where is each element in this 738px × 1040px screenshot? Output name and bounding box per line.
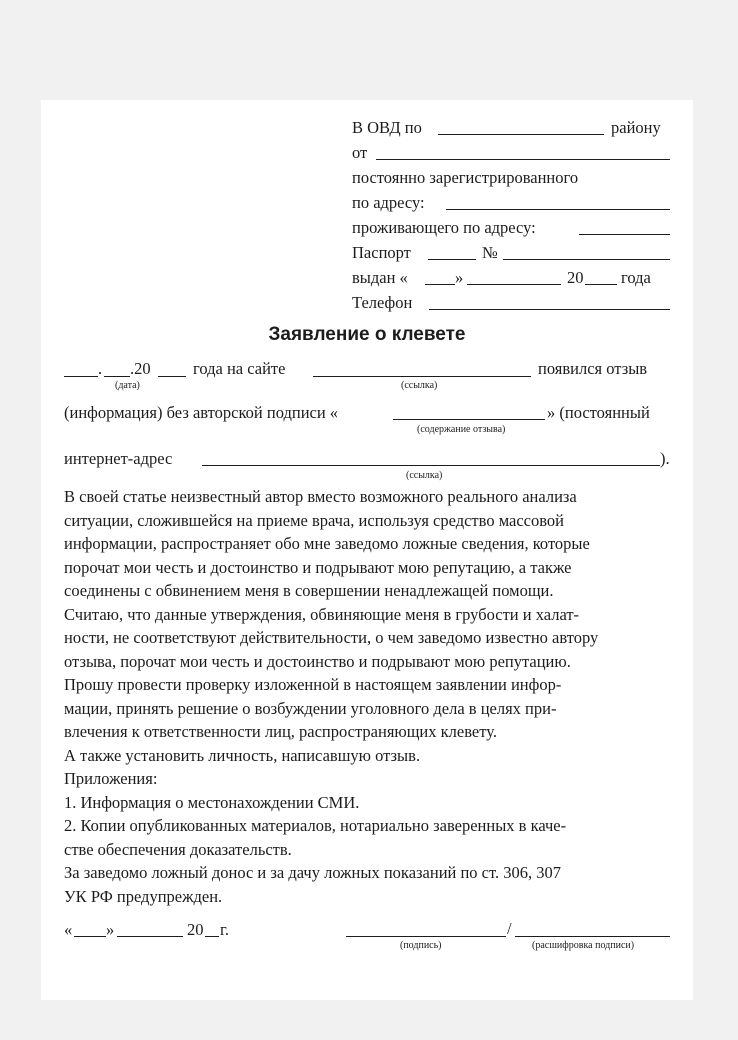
date-year-prefix: .20 bbox=[130, 359, 151, 378]
day-blank bbox=[64, 376, 98, 377]
header-year-word: года bbox=[621, 268, 651, 287]
caption-signature-decoding: (расшифровка подписи) bbox=[532, 940, 635, 951]
header-registered: постоянно зарегистрированного bbox=[352, 168, 579, 187]
passport-number-blank bbox=[503, 259, 670, 260]
caption-link-2: (ссылка) bbox=[406, 470, 443, 481]
body-line: отзыва, порочат мои честь и достоинство и подрывают мою репутацию. bbox=[64, 651, 571, 671]
header-address-label: по адресу: bbox=[352, 193, 425, 212]
signature-decoding-blank bbox=[515, 936, 670, 937]
from-blank bbox=[376, 159, 670, 160]
issued-day-blank bbox=[425, 284, 455, 285]
footer-year-blank bbox=[205, 936, 219, 937]
year-blank bbox=[158, 376, 186, 377]
site-link-blank bbox=[313, 376, 531, 377]
body-line: Считаю, что данные утверждения, обвиняющие меня в грубости и халат- bbox=[64, 604, 580, 624]
caption-signature: (подпись) bbox=[400, 940, 442, 951]
header-passport-label: Паспорт bbox=[352, 243, 411, 262]
info-line-right: » (постоянный bbox=[547, 403, 650, 422]
caption-date: (дата) bbox=[115, 380, 140, 391]
body-line: порочат мои честь и достоинство и подрывают мою репутацию, а также bbox=[64, 557, 572, 577]
internet-address-close: ). bbox=[660, 449, 670, 468]
footer-date-close: » bbox=[106, 920, 115, 939]
header-issued-label: выдан « bbox=[352, 268, 408, 287]
body-line: 1. Информация о местонахождении СМИ. bbox=[64, 792, 360, 812]
appeared-review-text: появился отзыв bbox=[538, 359, 648, 378]
footer-slash: / bbox=[507, 919, 512, 938]
document-page bbox=[41, 100, 693, 1000]
body-line: 2. Копии опубликованных материалов, нотариально заверенных в каче- bbox=[64, 816, 567, 835]
info-line-left: (информация) без авторской подписи « bbox=[64, 403, 339, 422]
body-line: соединены с обвинением меня в совершении ненадлежащей помощи. bbox=[64, 581, 554, 600]
date-tail-text: года на сайте bbox=[193, 359, 286, 378]
issued-month-blank bbox=[467, 284, 561, 285]
body-line: мации, принять решение о возбуждении уголовного дела в целях при- bbox=[64, 698, 557, 718]
header-issued-year: 20 bbox=[567, 268, 584, 287]
date-dot: . bbox=[98, 359, 103, 378]
body-line: ситуации, сложившейся на приеме врача, используя средство массовой bbox=[64, 510, 565, 530]
body-line: влечения к ответственности лиц, распространяющих клевету. bbox=[64, 722, 497, 741]
body-line: За заведомо ложный донос и за дачу ложных показаний по ст. 306, 307 bbox=[64, 863, 561, 882]
footer-day-blank bbox=[74, 936, 106, 937]
body-line: Прошу провести проверку изложенной в настоящем заявлении инфор- bbox=[64, 675, 562, 694]
body-line: А также установить личность, написавшую отзыв. bbox=[64, 745, 421, 765]
month-blank bbox=[104, 376, 130, 377]
header-number-sign: № bbox=[482, 243, 498, 262]
body-line: стве обеспечения доказательств. bbox=[64, 839, 292, 859]
header-issued-quote: » bbox=[455, 268, 464, 287]
footer-month-blank bbox=[117, 936, 183, 937]
caption-link: (ссылка) bbox=[401, 380, 438, 391]
passport-series-blank bbox=[428, 259, 476, 260]
body-line: В своей статье неизвестный автор вместо возможного реального анализа bbox=[64, 487, 577, 506]
district-blank bbox=[438, 134, 604, 135]
internet-address-blank bbox=[202, 465, 660, 466]
body-line: ности, не соответствуют действительности, о чем заведомо известно автору bbox=[64, 628, 599, 647]
footer-date-open: « bbox=[64, 920, 73, 939]
header-ovd-label: В ОВД по bbox=[352, 118, 422, 137]
residing-blank bbox=[579, 234, 670, 235]
body-line: Приложения: bbox=[64, 769, 158, 788]
header-phone-label: Телефон bbox=[352, 293, 413, 312]
document-title: Заявление о клевете bbox=[268, 324, 466, 345]
caption-review-content: (содержание отзыва) bbox=[417, 424, 506, 435]
signature-blank bbox=[346, 936, 506, 937]
review-content-blank bbox=[393, 419, 545, 420]
issued-year-blank bbox=[585, 284, 617, 285]
body-line: УК РФ предупрежден. bbox=[64, 886, 223, 906]
header-from-label: от bbox=[352, 143, 368, 162]
internet-address-label: интернет-адрес bbox=[64, 449, 173, 468]
body-line: информации, распространяет обо мне заведомо ложные сведения, которые bbox=[64, 534, 590, 553]
phone-blank bbox=[429, 309, 670, 310]
header-district-word: району bbox=[611, 118, 661, 137]
footer-year: 20 bbox=[187, 920, 204, 939]
header-residing-label: проживающего по адресу: bbox=[352, 218, 536, 237]
footer-year-suffix: г. bbox=[220, 920, 230, 939]
address-blank bbox=[446, 209, 670, 210]
